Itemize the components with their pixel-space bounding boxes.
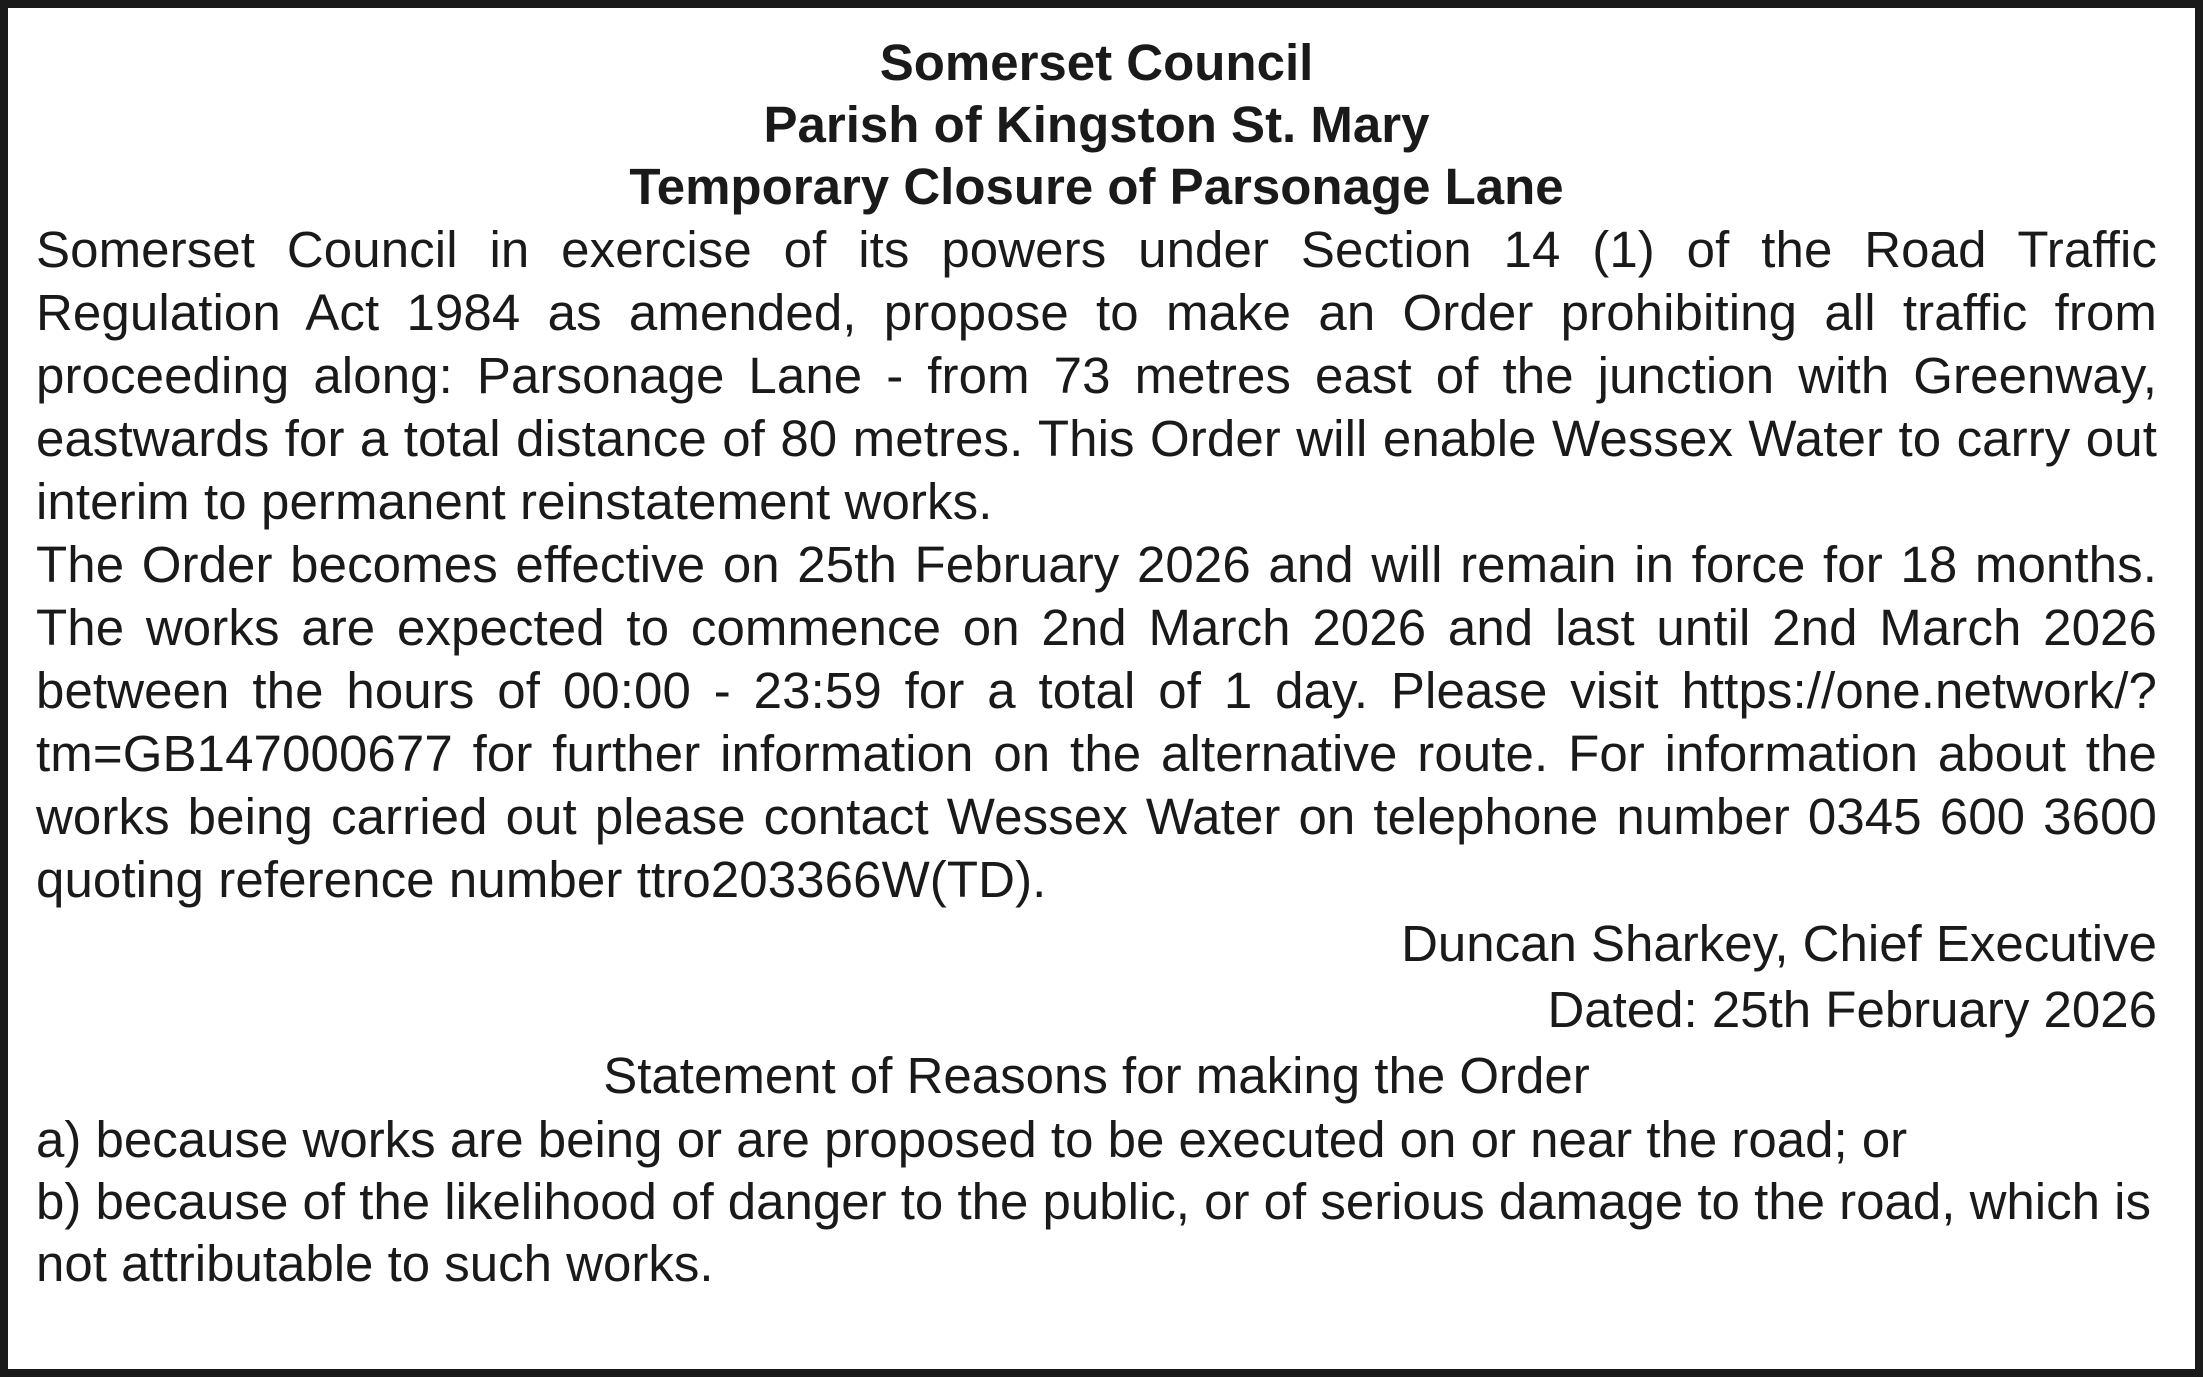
signature-date: Dated: 25th February 2026 [1547,981,2157,1038]
signatory-name: Duncan Sharkey, Chief Executive [1401,915,2157,972]
reason-item-a: a) because works are being or are proposed to be executed on or near the road; or [36,1111,1908,1168]
reason-item-b: b) because of the likelihood of danger to the public, or of serious damage to the road, which is not attributable to such works. [36,1173,2151,1292]
order-details-paragraph: The Order becomes effective on 25th February 2026 and will remain in force for 18 months. The works are expected to commence on 2nd March 2026 and last until 2nd March 2026 between the hours of 00:00 - 23:59 for a total of 1 day. Please visit https://one.network/?tm=GB147000677 for further information on the alternative route. For information about the works being carried out please contact Wessex Water on telephone number 0345 600 3600 quoting reference number ttro203366W(TD). [36,536,2157,908]
council-name-heading: Somerset Council [879,34,1314,91]
order-proposal-paragraph: Somerset Council in exercise of its powers under Section 14 (1) of the Road Traffic Regulation Act 1984 as amended, propose to make an Order prohibiting all traffic from proceeding along: Parsonage Lane - from 73 metres east of the junction with Greenway, eastwards for a total distance of 80 metres. This Order will enable Wessex Water to carry out interim to permanent reinstatement works. [36,221,2157,530]
reasons-heading: Statement of Reasons for making the Order [603,1047,1590,1104]
notice-title: Temporary Closure of Parsonage Lane [629,158,1564,215]
parish-heading: Parish of Kingston St. Mary [763,96,1430,153]
